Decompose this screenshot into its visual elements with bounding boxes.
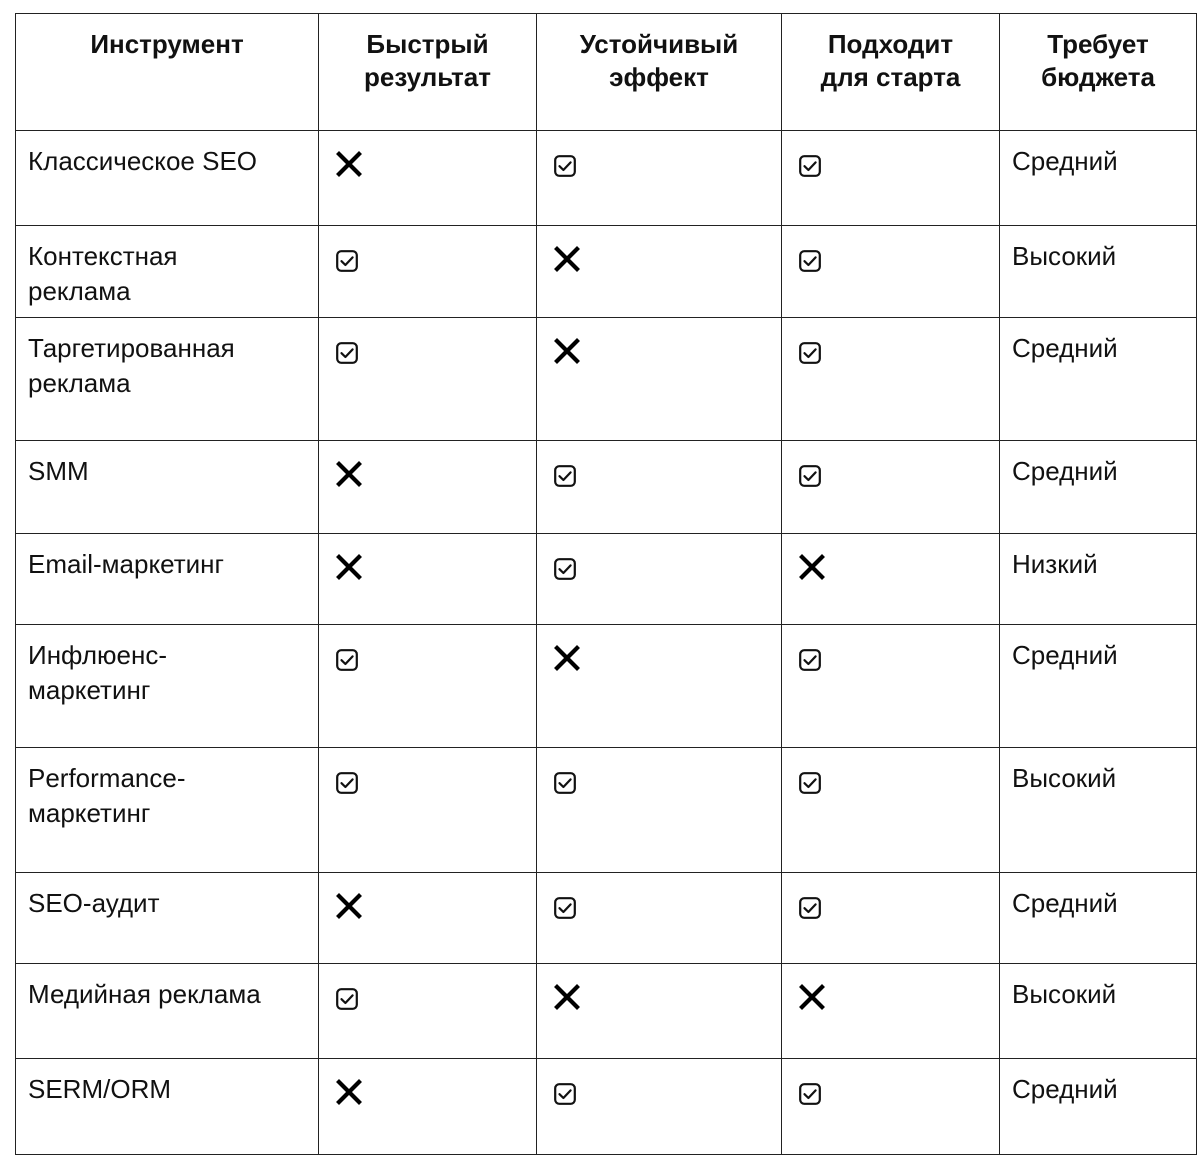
- x-mark-icon: [336, 461, 362, 487]
- cell-fast: [319, 748, 537, 873]
- cell-budget: [1000, 625, 1197, 748]
- cell-stable: [537, 873, 782, 964]
- tool-name: Медийная реклама: [28, 979, 261, 1009]
- x-mark-icon: [554, 984, 580, 1010]
- table-header: [16, 14, 1197, 131]
- cell-tool: [16, 625, 319, 748]
- header-suitable-for-start: Подходит для старта: [782, 14, 1000, 131]
- check-box-icon: [799, 342, 821, 364]
- cell-stable: [537, 318, 782, 441]
- cell-start: [782, 534, 1000, 625]
- cell-stable: [537, 226, 782, 318]
- check-box-icon: [799, 1083, 821, 1105]
- table-body: [16, 131, 1197, 1155]
- cell-fast: [319, 625, 537, 748]
- budget-level: Средний: [1012, 640, 1118, 670]
- cell-budget: [1000, 873, 1197, 964]
- tool-name: Performance- маркетинг: [28, 763, 186, 828]
- cell-start: [782, 748, 1000, 873]
- cell-budget: [1000, 1059, 1197, 1155]
- check-box-icon: [336, 649, 358, 671]
- cell-stable: [537, 748, 782, 873]
- x-mark-icon: [336, 893, 362, 919]
- table-row: [16, 318, 1197, 441]
- cell-stable: [537, 1059, 782, 1155]
- cell-stable: [537, 441, 782, 534]
- cell-start: [782, 318, 1000, 441]
- check-box-icon: [336, 342, 358, 364]
- check-box-icon: [554, 1083, 576, 1105]
- table-row: [16, 226, 1197, 318]
- cell-fast: [319, 441, 537, 534]
- cell-start: [782, 873, 1000, 964]
- cell-tool: [16, 964, 319, 1059]
- check-box-icon: [799, 897, 821, 919]
- check-box-icon: [799, 155, 821, 177]
- cell-start: [782, 131, 1000, 226]
- check-box-icon: [554, 465, 576, 487]
- cell-budget: [1000, 318, 1197, 441]
- check-box-icon: [799, 649, 821, 671]
- budget-level: Высокий: [1012, 763, 1117, 793]
- header-row: [16, 14, 1197, 131]
- budget-level: Высокий: [1012, 979, 1117, 1009]
- check-box-icon: [336, 988, 358, 1010]
- cell-tool: [16, 1059, 319, 1155]
- comparison-table: [15, 13, 1197, 1155]
- budget-level: Средний: [1012, 1074, 1118, 1104]
- x-mark-icon: [554, 338, 580, 364]
- table-row: [16, 441, 1197, 534]
- check-box-icon: [554, 558, 576, 580]
- budget-level: Высокий: [1012, 241, 1117, 271]
- check-box-icon: [336, 772, 358, 794]
- cell-fast: [319, 534, 537, 625]
- cell-stable: [537, 964, 782, 1059]
- cell-start: [782, 1059, 1000, 1155]
- tool-name: SEO-аудит: [28, 888, 160, 918]
- cell-budget: [1000, 534, 1197, 625]
- cell-stable: [537, 625, 782, 748]
- check-box-icon: [554, 772, 576, 794]
- x-mark-icon: [799, 984, 825, 1010]
- table-row: [16, 964, 1197, 1059]
- check-box-icon: [336, 250, 358, 272]
- table-row: [16, 1059, 1197, 1155]
- table-row: [16, 748, 1197, 873]
- header-stable-effect: Устойчивый эффект: [537, 14, 782, 131]
- cell-fast: [319, 873, 537, 964]
- cell-start: [782, 226, 1000, 318]
- check-box-icon: [799, 465, 821, 487]
- cell-stable: [537, 534, 782, 625]
- cell-fast: [319, 226, 537, 318]
- cell-tool: [16, 441, 319, 534]
- x-mark-icon: [554, 246, 580, 272]
- budget-level: Средний: [1012, 146, 1118, 176]
- cell-fast: [319, 964, 537, 1059]
- tool-name: SERM/ORM: [28, 1074, 171, 1104]
- x-mark-icon: [336, 151, 362, 177]
- cell-stable: [537, 131, 782, 226]
- x-mark-icon: [336, 1079, 362, 1105]
- table-row: [16, 534, 1197, 625]
- budget-level: Средний: [1012, 333, 1118, 363]
- cell-tool: [16, 873, 319, 964]
- cell-budget: [1000, 748, 1197, 873]
- x-mark-icon: [799, 554, 825, 580]
- cell-tool: [16, 534, 319, 625]
- budget-level: Средний: [1012, 456, 1118, 486]
- header-fast-result: Быстрый результат: [319, 14, 537, 131]
- header-tool: Инструмент: [16, 14, 319, 131]
- check-box-icon: [799, 772, 821, 794]
- tool-name: Классическое SEO: [28, 146, 258, 176]
- cell-fast: [319, 1059, 537, 1155]
- tool-name: Таргетированная реклама: [28, 333, 235, 398]
- cell-tool: [16, 131, 319, 226]
- x-mark-icon: [336, 554, 362, 580]
- header-requires-budget: Требует бюджета: [1000, 14, 1197, 131]
- table-row: [16, 131, 1197, 226]
- tool-name: SMM: [28, 456, 89, 486]
- cell-fast: [319, 318, 537, 441]
- tool-name: Контекстная реклама: [28, 241, 178, 306]
- cell-budget: [1000, 131, 1197, 226]
- cell-budget: [1000, 226, 1197, 318]
- tool-name: Email-маркетинг: [28, 549, 225, 579]
- cell-fast: [319, 131, 537, 226]
- x-mark-icon: [554, 645, 580, 671]
- budget-level: Средний: [1012, 888, 1118, 918]
- table-row: [16, 625, 1197, 748]
- cell-start: [782, 964, 1000, 1059]
- cell-tool: [16, 226, 319, 318]
- check-box-icon: [554, 155, 576, 177]
- cell-budget: [1000, 441, 1197, 534]
- cell-tool: [16, 318, 319, 441]
- tool-name: Инфлюенс- маркетинг: [28, 640, 168, 705]
- cell-start: [782, 625, 1000, 748]
- cell-start: [782, 441, 1000, 534]
- check-box-icon: [799, 250, 821, 272]
- check-box-icon: [554, 897, 576, 919]
- cell-budget: [1000, 964, 1197, 1059]
- budget-level: Низкий: [1012, 549, 1098, 579]
- cell-tool: [16, 748, 319, 873]
- table-row: [16, 873, 1197, 964]
